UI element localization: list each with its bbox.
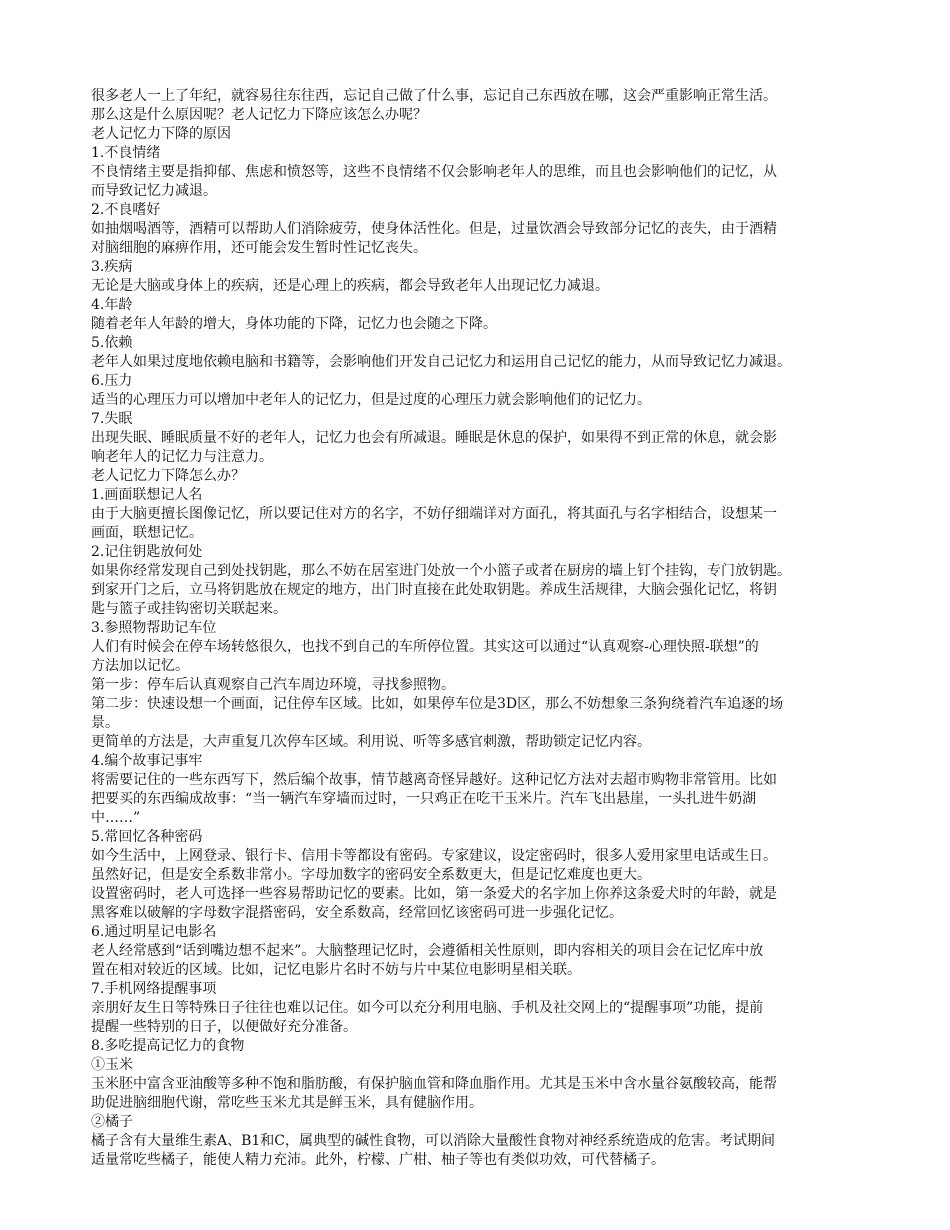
text-line: 设置密码时，老人可选择一些容易帮助记忆的要素。比如，第一条爱犬的名字加上你养这条爱犬时的年龄，就是 — [91, 886, 777, 902]
text-line: 无论是大脑或身体上的疾病，还是心理上的疾病，都会导致老年人出现记忆力减退。 — [91, 278, 609, 294]
text-line: 方法加以记忆。 — [91, 658, 189, 674]
text-line: 对脑细胞的麻痹作用，还可能会发生暂时性记忆丧失。 — [91, 240, 427, 256]
text-line: 如今生活中，上网登录、银行卡、信用卡等都设有密码。专家建议，设定密码时，很多人爱用家里电话或生日。 — [91, 848, 777, 864]
text-line: 4.编个故事记事牢 — [91, 753, 203, 769]
text-line: 老人经常感到“话到嘴边想不起来”。大脑整理记忆时，会遵循相关性原则，即内容相关的项目会在记忆库中放 — [91, 943, 764, 959]
text-line: 很多老人一上了年纪，就容易往东往西，忘记自己做了什么事，忘记自己东西放在哪，这会严重影响正常生活。 — [91, 88, 777, 104]
text-line: 中……” — [91, 810, 141, 826]
text-line: 匙与篮子或挂钩密切关联起来。 — [91, 601, 287, 617]
text-line: 5.依赖 — [91, 335, 133, 351]
text-line: 老人记忆力下降的原因 — [91, 126, 231, 142]
text-line: 橘子含有大量维生素A、B1和C，属典型的碱性食物，可以消除大量酸性食物对神经系统造成的危害。考试期间 — [91, 1133, 776, 1149]
text-line: 老年人如果过度地依赖电脑和书籍等，会影响他们开发自己记忆力和运用自己记忆的能力，从而导致记忆力减退。 — [91, 354, 791, 370]
text-line: 第一步：停车后认真观察自己汽车周边环境，寻找参照物。 — [91, 677, 455, 693]
text-line: 提醒一些特别的日子，以便做好充分准备。 — [91, 1019, 357, 1035]
text-line: 画面，联想记忆。 — [91, 525, 203, 541]
text-line: 人们有时候会在停车场转悠很久，也找不到自己的车所停位置。其实这可以通过“认真观察-心理快照-联想”的 — [91, 639, 759, 655]
text-line: 景。 — [91, 715, 119, 731]
text-line: 1.不良情绪 — [91, 145, 161, 161]
text-line: 更简单的方法是，大声重复几次停车区域。利用说、听等多感官刺激，帮助锁定记忆内容。 — [91, 734, 651, 750]
text-line: 如抽烟喝酒等，酒精可以帮助人们消除疲劳，使身体活性化。但是，过量饮酒会导致部分记忆的丧失，由于酒精 — [91, 221, 777, 237]
text-line: ①玉米 — [91, 1057, 133, 1073]
document-body — [91, 87, 861, 1170]
text-line: 老人记忆力下降怎么办？ — [91, 468, 245, 484]
text-line: 而导致记忆力减退。 — [91, 183, 217, 199]
text-line: 6.压力 — [91, 373, 133, 389]
text-line: 亲朋好友生日等特殊日子往往也难以记住。如今可以充分利用电脑、手机及社交网上的“提醒事项”功能，提前 — [91, 1000, 764, 1016]
text-line: 适量常吃些橘子，能使人精力充沛。此外，柠檬、广柑、柚子等也有类似功效，可代替橘子。 — [91, 1152, 665, 1168]
text-line: 第二步：快速设想一个画面，记住停车区域。比如，如果停车位是3D区，那么不妨想象三条狗绕着汽车追逐的场 — [91, 696, 784, 712]
text-line: 如果你经常发现自己到处找钥匙，那么不妨在居室进门处放一个小篮子或者在厨房的墙上钉个挂钩，专门放钥匙。 — [91, 563, 791, 579]
text-line: 由于大脑更擅长图像记忆，所以要记住对方的名字，不妨仔细端详对方面孔，将其面孔与名字相结合，设想某一 — [91, 506, 777, 522]
text-line: 虽然好记，但是安全系数非常小。字母加数字的密码安全系数更大，但是记忆难度也更大。 — [91, 867, 651, 883]
text-line: 2.不良嗜好 — [91, 202, 161, 218]
text-line: 那么这是什么原因呢？老人记忆力下降应该怎么办呢？ — [91, 107, 427, 123]
text-line: ②橘子 — [91, 1114, 133, 1130]
text-line: 随着老年人年龄的增大，身体功能的下降，记忆力也会随之下降。 — [91, 316, 497, 332]
text-line: 助促进脑细胞代谢，常吃些玉米尤其是鲜玉米，具有健脑作用。 — [91, 1095, 483, 1111]
text-line: 8.多吃提高记忆力的食物 — [91, 1038, 245, 1054]
text-line: 出现失眠、睡眠质量不好的老年人，记忆力也会有所减退。睡眠是休息的保护，如果得不到正常的休息，就会影 — [91, 430, 777, 446]
text-line: 响老年人的记忆力与注意力。 — [91, 449, 273, 465]
text-line: 5.常回忆各种密码 — [91, 829, 203, 845]
text-line: 2.记住钥匙放何处 — [91, 544, 203, 560]
text-line: 适当的心理压力可以增加中老年人的记忆力，但是过度的心理压力就会影响他们的记忆力。 — [91, 392, 651, 408]
text-line: 把要买的东西编成故事：“当一辆汽车穿墙而过时，一只鸡正在吃干玉米片。汽车飞出悬崖，一头扎进牛奶湖 — [91, 791, 757, 807]
text-line: 置在相对较近的区域。比如，记忆电影片名时不妨与片中某位电影明星相关联。 — [91, 962, 581, 978]
text-line: 3.参照物帮助记车位 — [91, 620, 217, 636]
text-line: 将需要记住的一些东西写下，然后编个故事，情节越离奇怪异越好。这种记忆方法对去超市购物非常管用。比如 — [91, 772, 777, 788]
text-line: 玉米胚中富含亚油酸等多种不饱和脂肪酸，有保护脑血管和降血脂作用。尤其是玉米中含水量谷氨酸较高，能帮 — [91, 1076, 777, 1092]
text-line: 7.手机网络提醒事项 — [91, 981, 217, 997]
text-line: 1.画面联想记人名 — [91, 487, 203, 503]
text-line: 到家开门之后，立马将钥匙放在规定的地方，出门时直接在此处取钥匙。养成生活规律，大脑会强化记忆，将钥 — [91, 582, 777, 598]
text-line: 7.失眠 — [91, 411, 133, 427]
text-line: 不良情绪主要是指抑郁、焦虑和愤怒等，这些不良情绪不仅会影响老年人的思维，而且也会影响他们的记忆，从 — [91, 164, 777, 180]
text-line: 3.疾病 — [91, 259, 133, 275]
text-line: 6.通过明星记电影名 — [91, 924, 217, 940]
text-line: 黑客难以破解的字母数字混搭密码，安全系数高，经常回忆该密码可进一步强化记忆。 — [91, 905, 623, 921]
text-line: 4.年龄 — [91, 297, 133, 313]
